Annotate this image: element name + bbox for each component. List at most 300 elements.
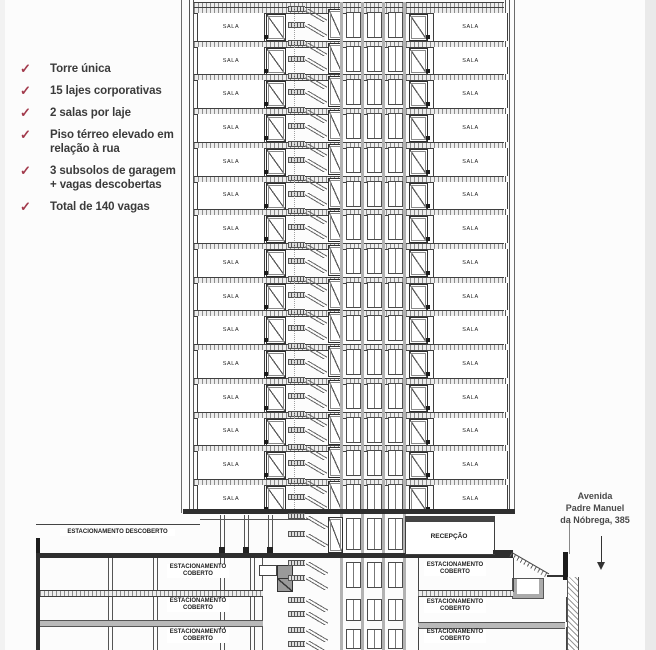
office-room-left: [197, 249, 265, 277]
shaft-panel-3: [388, 282, 403, 308]
office-room-right: [433, 80, 508, 108]
shaft-panel-2: [367, 46, 382, 72]
door-foot-right: [426, 170, 430, 174]
door-foot-right: [426, 372, 430, 376]
open-parking-label: ESTACIONAMENTO DESCOBERTO: [60, 529, 175, 536]
checkmark-icon: ✓: [20, 83, 31, 99]
street-arrow-head-icon: [597, 562, 605, 570]
door-foot-right: [426, 271, 430, 275]
stair-flight-lower: [305, 159, 327, 172]
checklist-item-label: Total de 140 vagas: [50, 201, 150, 214]
elevator-door-left: [266, 14, 286, 41]
stair-flight-upper: [305, 279, 327, 292]
stair-landing-upper: [288, 242, 305, 248]
stair-flight: [306, 641, 328, 650]
tower-floor: [180, 243, 516, 277]
room-label-right: SALA: [462, 259, 479, 266]
door-foot-right: [426, 338, 430, 342]
shaft-panel-1: [346, 282, 361, 308]
stair-landing: [288, 597, 305, 603]
office-room-right: [433, 114, 508, 142]
office-room-left: [197, 114, 265, 142]
tower-floor: [180, 209, 516, 243]
shaft-panel-2: [367, 349, 382, 375]
shaft-panel: [346, 629, 361, 649]
door-foot-left: [264, 338, 268, 342]
stair-landing: [288, 575, 305, 581]
stair-rail-line: [294, 277, 295, 311]
stair-flight-lower: [305, 58, 327, 71]
room-label-right: SALA: [462, 327, 479, 334]
door-foot-left: [264, 406, 268, 410]
shaft-panel: [346, 562, 361, 588]
stair-rail-line: [294, 310, 295, 344]
room-label-left: SALA: [222, 293, 240, 300]
reception-ceiling-band: [406, 517, 494, 522]
checkmark-icon: ✓: [20, 61, 31, 76]
reception-label: RECEPÇÃO: [418, 533, 480, 541]
checkmark-icon: ✓: [20, 199, 31, 215]
checklist-item: [20, 106, 190, 120]
elevator-door-left: [266, 452, 286, 479]
office-room-right: [433, 13, 508, 41]
door-foot-left: [264, 372, 268, 376]
shaft-panel-3: [388, 484, 403, 510]
shaft-panel-1: [346, 46, 361, 72]
stair-landing-upper: [288, 40, 305, 46]
stair-landing-mid: [288, 224, 305, 230]
stair-rail-line: [294, 243, 295, 277]
retaining-wall-hatch: [567, 577, 579, 650]
office-room-left: [197, 215, 265, 243]
checkmark-icon: ✓: [20, 127, 31, 143]
stair-flight-lower: [305, 260, 327, 273]
stair-flight-upper: [305, 481, 327, 494]
room-label-left: SALA: [222, 226, 240, 233]
room-label-left: SALA: [222, 394, 240, 401]
elevator-door-left: [266, 419, 286, 446]
elevator-door-left: [266, 183, 286, 210]
shaft-panel-1: [346, 12, 361, 38]
door-foot-right: [426, 406, 430, 410]
basement-left-wall: [36, 558, 40, 650]
shaft-panel-3: [388, 383, 403, 409]
shaft-panel-1: [346, 248, 361, 274]
door-foot-right: [426, 473, 430, 477]
room-label-left: SALA: [222, 57, 240, 64]
office-room-right: [433, 47, 508, 75]
stair-landing-upper: [288, 208, 305, 214]
shaft-panel-3: [388, 417, 403, 443]
shaft-panel: [388, 518, 403, 550]
stair-landing-upper: [288, 175, 305, 181]
stair-landing-mid: [288, 123, 305, 129]
street-line-2: Padre Manuel: [565, 503, 625, 514]
room-label-left: SALA: [222, 361, 240, 368]
feature-checklist: [20, 62, 190, 214]
covered-parking-label-right-3: ESTACIONAMENTO COBERTO: [424, 629, 486, 643]
elevator-door-left: [266, 284, 286, 311]
stair-flight-upper: [305, 211, 327, 224]
elevator-door-left: [266, 385, 286, 412]
elevator-door-left: [266, 48, 286, 75]
street-line-1: Avenida: [577, 491, 613, 501]
stair-rail-line: [294, 176, 295, 210]
room-label-left: SALA: [222, 91, 240, 98]
stair-landing: [288, 531, 305, 537]
room-label-right: SALA: [462, 91, 479, 98]
door-foot-left: [264, 35, 268, 39]
stair-flight-upper: [305, 380, 327, 393]
office-room-right: [433, 148, 508, 176]
shaft-panel-3: [388, 113, 403, 139]
stair-flight: [306, 516, 328, 529]
ground-beam-line: [200, 519, 310, 520]
office-room-left: [197, 80, 265, 108]
basement-slab: [40, 590, 263, 597]
shaft-panel-3: [388, 349, 403, 375]
stair-landing-mid: [288, 359, 305, 365]
office-room-right: [433, 283, 508, 311]
elevator-door-ground: [328, 517, 343, 553]
room-label-left: SALA: [222, 462, 240, 469]
room-label-right: SALA: [462, 495, 479, 502]
basement-column: [153, 558, 158, 650]
shaft-panel-2: [367, 147, 382, 173]
stair-flight: [306, 599, 328, 612]
shaft-panel-2: [367, 248, 382, 274]
stair-landing-mid: [288, 427, 305, 433]
stair-landing-mid: [288, 494, 305, 500]
door-foot-left: [264, 237, 268, 241]
office-room-right: [433, 215, 508, 243]
shaft-panel: [388, 599, 403, 621]
stair-flight-lower: [305, 327, 327, 340]
stair-landing-upper: [288, 377, 305, 383]
stair-flight-lower: [305, 294, 327, 307]
office-room-left: [197, 418, 265, 446]
room-label-right: SALA: [462, 462, 479, 469]
stair-rail-line: [294, 445, 295, 479]
office-room-left: [197, 350, 265, 378]
room-label-left: SALA: [222, 192, 240, 199]
shaft-panel: [367, 518, 382, 550]
tower-base-slab: [183, 509, 515, 514]
shaft-panel-3: [388, 315, 403, 341]
stair-landing-upper: [288, 107, 305, 113]
tower-floor: [180, 108, 516, 142]
covered-parking-label-left-1: ESTACIONAMENTO COBERTO: [167, 564, 229, 578]
street-edge-post: [563, 552, 568, 580]
tower-floor: [180, 344, 516, 378]
tower-floor: [180, 310, 516, 344]
room-label-right: SALA: [462, 293, 479, 300]
shaft-panel-2: [367, 484, 382, 510]
stair-flight-upper: [305, 144, 327, 157]
door-foot-right: [426, 204, 430, 208]
stair-landing-upper: [288, 309, 305, 315]
shaft-panel-1: [346, 417, 361, 443]
shaft-panel-3: [388, 147, 403, 173]
stair-rail-line: [294, 7, 295, 41]
stair-rail-line: [294, 108, 295, 142]
stair-flight-upper: [305, 178, 327, 191]
elevator-door-left: [266, 351, 286, 378]
tower-floor: [180, 7, 516, 41]
stair-rail-line: [294, 344, 295, 378]
tower-floor: [180, 479, 516, 513]
elevator-door-left: [266, 115, 286, 142]
room-label-right: SALA: [462, 361, 479, 368]
shaft-panel: [388, 562, 403, 588]
tower-section: [180, 0, 516, 515]
checklist-item: [20, 164, 190, 192]
checklist-item-label: Piso térreo elevado em relação à rua: [50, 129, 174, 156]
elevator-door-left: [266, 149, 286, 176]
stair-flight-lower: [305, 462, 327, 475]
office-room-left: [197, 13, 265, 41]
tower-floor: [180, 176, 516, 210]
tower-floor: [180, 74, 516, 108]
checklist-item: [20, 200, 190, 214]
shaft-panel-2: [367, 79, 382, 105]
office-room-right: [433, 384, 508, 412]
checklist-item-label: 2 salas por laje: [50, 107, 131, 120]
office-room-left: [197, 47, 265, 75]
stair-flight-upper: [305, 447, 327, 460]
door-foot-left: [264, 69, 268, 73]
stair-landing-mid: [288, 292, 305, 298]
stair-flight-lower: [305, 24, 327, 37]
shaft-panel-3: [388, 12, 403, 38]
shaft-panel-1: [346, 315, 361, 341]
shaft-panel-2: [367, 315, 382, 341]
tower-floor: [180, 445, 516, 479]
stair-flight: [306, 612, 328, 625]
stair-rail-line: [294, 142, 295, 176]
office-room-left: [197, 384, 265, 412]
shaft-panel: [346, 518, 361, 550]
stair-rail-line: [294, 412, 295, 446]
stair-flight-lower: [305, 395, 327, 408]
room-label-left: SALA: [222, 158, 240, 165]
stair-landing-upper: [288, 343, 305, 349]
door-foot-right: [426, 305, 430, 309]
stair-flight-lower: [305, 496, 327, 509]
stair-landing: [288, 560, 305, 566]
shaft-panel-2: [367, 450, 382, 476]
elevator-door-left: [266, 250, 286, 277]
office-room-right: [433, 249, 508, 277]
stair-landing-upper: [288, 444, 305, 450]
covered-parking-label-right-1: ESTACIONAMENTO COBERTO: [424, 562, 486, 576]
checklist-item-label: 3 subsolos de garagem + vagas descobertas: [50, 165, 176, 192]
elevator-pit-box: [259, 565, 277, 576]
stair-landing: [288, 513, 305, 519]
door-foot-left: [264, 170, 268, 174]
shaft-panel-3: [388, 450, 403, 476]
room-label-left: SALA: [222, 125, 240, 132]
stair-flight: [306, 534, 328, 547]
elevator-door-left: [266, 81, 286, 108]
shaft-panel-1: [346, 450, 361, 476]
stair-rail-line: [294, 378, 295, 412]
room-label-left: SALA: [222, 428, 240, 435]
stair-flight-upper: [305, 245, 327, 258]
elevator-door-left: [266, 216, 286, 243]
office-room-right: [433, 350, 508, 378]
shaft-panel-1: [346, 214, 361, 240]
shaft-panel-3: [388, 46, 403, 72]
tower-floor: [180, 142, 516, 176]
room-label-left: SALA: [222, 327, 240, 334]
door-foot-left: [264, 305, 268, 309]
column-foot: [267, 547, 273, 553]
room-label-right: SALA: [462, 192, 479, 199]
basement-slab: [40, 620, 263, 627]
door-foot-right: [426, 136, 430, 140]
covered-parking-label-left-3: ESTACIONAMENTO COBERTO: [167, 629, 229, 643]
room-label-left: SALA: [222, 23, 240, 30]
stair-landing: [288, 611, 305, 617]
stair-landing-upper: [288, 411, 305, 417]
drainage-gutter: [512, 578, 544, 599]
stair-flight-upper: [305, 9, 327, 22]
stair-landing-upper: [288, 478, 305, 484]
tower-floor: [180, 277, 516, 311]
tower-floor: [180, 412, 516, 446]
stair-flight-upper: [305, 76, 327, 89]
shaft-panel: [367, 599, 382, 621]
stair-landing-upper: [288, 6, 305, 12]
door-foot-right: [426, 69, 430, 73]
room-label-right: SALA: [462, 428, 479, 435]
door-foot-right: [426, 440, 430, 444]
office-room-left: [197, 451, 265, 479]
checklist-item-label: 15 lajes corporativas: [50, 85, 162, 98]
room-label-right: SALA: [462, 125, 479, 132]
right-edge-strip: [645, 0, 656, 650]
shaft-panel-2: [367, 181, 382, 207]
stair-flight-lower: [305, 193, 327, 206]
office-room-right: [433, 451, 508, 479]
street-arrow-line: [601, 536, 602, 563]
column-foot: [243, 547, 249, 553]
stair-flight-upper: [305, 43, 327, 56]
stair-landing-mid: [288, 89, 305, 95]
room-label-left: SALA: [222, 259, 240, 266]
office-room-left: [197, 283, 265, 311]
stair-flight: [306, 577, 328, 590]
office-room-right: [433, 418, 508, 446]
stair-landing-mid: [288, 258, 305, 264]
checklist-item: [20, 62, 190, 76]
access-ramp: [510, 552, 550, 578]
door-foot-left: [264, 440, 268, 444]
room-label-left: SALA: [222, 495, 240, 502]
shaft-panel: [367, 562, 382, 588]
room-label-right: SALA: [462, 158, 479, 165]
stair-landing: [288, 627, 305, 633]
shaft-panel-2: [367, 113, 382, 139]
column-foot: [219, 547, 225, 553]
stair-landing-mid: [288, 191, 305, 197]
street-line-3: da Nóbrega, 385: [560, 515, 630, 526]
office-room-right: [433, 316, 508, 344]
door-foot-left: [264, 271, 268, 275]
stair-flight-lower: [305, 226, 327, 239]
shaft-panel-2: [367, 12, 382, 38]
elevator-door-left: [266, 317, 286, 344]
stair-flight: [306, 562, 328, 575]
stair-flight-lower: [305, 429, 327, 442]
shaft-panel-1: [346, 349, 361, 375]
shaft-panel-1: [346, 147, 361, 173]
room-label-right: SALA: [462, 226, 479, 233]
stair-landing-upper: [288, 73, 305, 79]
shaft-panel-1: [346, 79, 361, 105]
stair-flight-upper: [305, 110, 327, 123]
stair-flight-upper: [305, 414, 327, 427]
room-label-right: SALA: [462, 57, 479, 64]
shaft-panel: [388, 629, 403, 649]
room-label-right: SALA: [462, 394, 479, 401]
checklist-item-label: Torre única: [50, 63, 111, 75]
shaft-panel: [346, 599, 361, 621]
stair-landing-upper: [288, 141, 305, 147]
covered-parking-label-right-2: ESTACIONAMENTO COBERTO: [424, 599, 486, 613]
stair-rail-line: [294, 74, 295, 108]
checkmark-icon: ✓: [20, 105, 31, 121]
stair-landing-mid: [288, 460, 305, 466]
door-foot-left: [264, 136, 268, 140]
shaft-panel-1: [346, 383, 361, 409]
door-foot-right: [426, 237, 430, 241]
stair-landing-mid: [288, 157, 305, 163]
stair-flight-lower: [305, 361, 327, 374]
stair-flight-upper: [305, 312, 327, 325]
basement-slab: [418, 590, 513, 597]
shaft-panel-2: [367, 282, 382, 308]
stair-flight-lower: [305, 125, 327, 138]
checklist-item: [20, 128, 190, 156]
shaft-panel: [367, 629, 382, 649]
left-edge-strip: [0, 0, 5, 650]
stair-landing: [288, 641, 305, 647]
shaft-panel-1: [346, 113, 361, 139]
tower-floor: [180, 378, 516, 412]
shaft-panel-3: [388, 214, 403, 240]
door-foot-left: [264, 204, 268, 208]
tower-floors: [180, 7, 516, 513]
office-room-left: [197, 182, 265, 210]
shaft-panel-3: [388, 248, 403, 274]
stair-landing-mid: [288, 325, 305, 331]
stair-rail-line: [294, 209, 295, 243]
shaft-panel-3: [388, 181, 403, 207]
office-room-left: [197, 148, 265, 176]
basement-column: [250, 558, 255, 650]
office-room-left: [197, 316, 265, 344]
shaft-panel-2: [367, 383, 382, 409]
room-label-right: SALA: [462, 23, 479, 30]
stair-flight-lower: [305, 91, 327, 104]
shaft-panel-1: [346, 484, 361, 510]
shaft-panel-2: [367, 417, 382, 443]
basement-column: [108, 558, 113, 650]
covered-parking-label-left-2: ESTACIONAMENTO COBERTO: [167, 598, 229, 612]
stair-rail-line: [294, 479, 295, 513]
